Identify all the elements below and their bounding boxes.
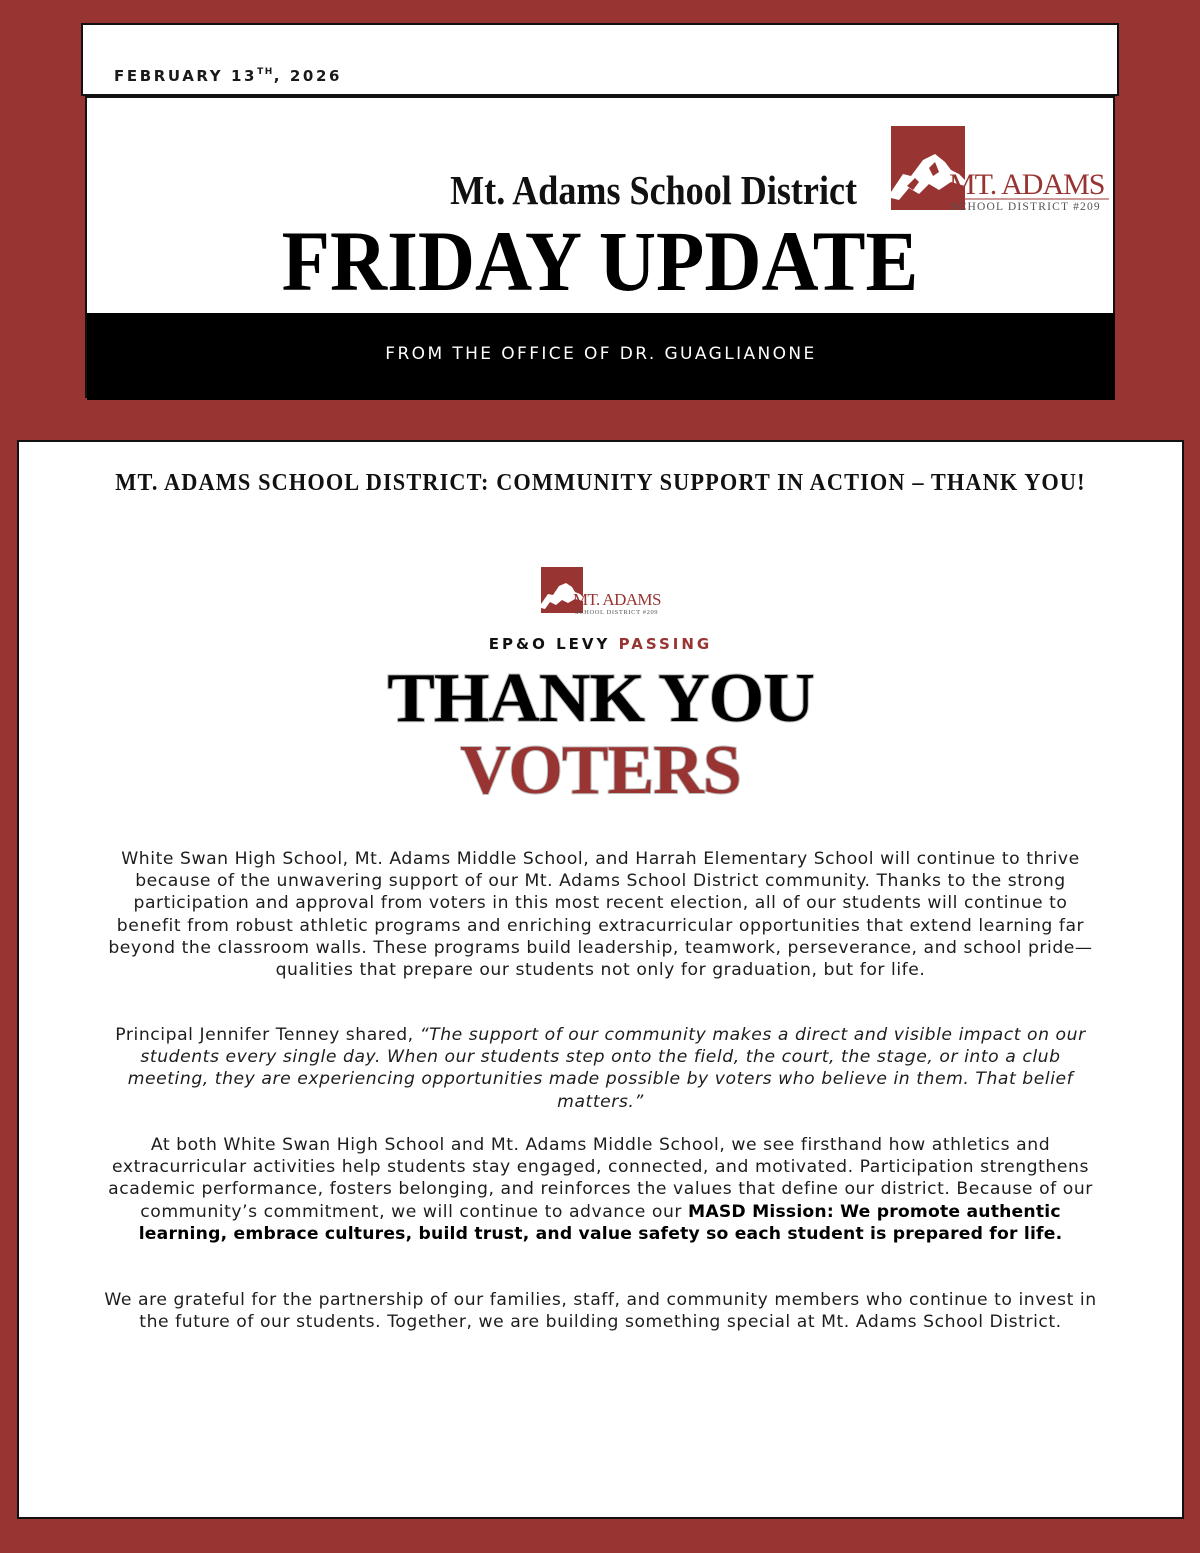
mission-intro: At both White Swan High School and Mt. Adams Middle School, we see firsthand how athletics and extracurricular activities help students stay engaged, connected, and motivated. Participation strengthens academic performance, fosters belonging, and reinforces the values that define our district. Because of our community’s commitment, we will continue to advance our [108,1135,1093,1222]
date-month: FEBRUARY 13 [114,67,258,85]
article-card [17,440,1184,1519]
paragraph-gratitude: We are grateful for the partnership of our families, staff, and community members who continue to invest in the future of our students. Together, we are building something special at Mt. Adams School District. [104,1290,1097,1333]
date-banner [81,23,1119,96]
graphic-logo [539,566,689,618]
principal-quote: “The support of our community makes a direct and visible impact on our students every single day. When our students step onto the field, the court, the stage, or into a club meeting, they are experiencing opportunities made possible by voters who believe in them. That belief matters.” [127,1025,1086,1112]
paragraph-principal-quote [99,1024,1102,1113]
logo-name: MT. ADAMS [949,168,1105,201]
from-office-subtitle: FROM THE OFFICE OF DR. GUAGLIANONE [385,344,817,364]
paragraph-mission [99,1134,1102,1245]
levy-accent: PASSING [618,635,713,653]
paragraph-schools: White Swan High School, Mt. Adams Middle School, and Harrah Elementary School will continue to thrive because of the unwavering support of our Mt. Adams School District community. Thanks to the strong participation and approval from voters in this most recent election, all of our students will continue to benefit from robust athletic programs and enriching extracurricular opportunities that extend learning far beyond the classroom walls. These programs build leadership, teamwork, perseverance, and school pride—qualities that prepare our students not only for graduation, but for life. [108,849,1093,981]
date-suffix: TH [257,67,274,77]
newsletter-date [114,67,342,85]
levy-prefix: EP&O LEVY [488,635,619,653]
graphic-logo-subname: SCHOOL DISTRICT #209 [575,609,659,616]
logo-subname: SCHOOL DISTRICT #209 [951,201,1101,213]
newsletter-header [85,96,1115,398]
levy-passing-label [19,635,1182,653]
district-logo [889,124,1113,216]
masd-mission-statement: MASD Mission: We promote authentic learning, embrace cultures, build trust, and value safety so each student is prepared for life. [138,1201,1063,1244]
subtitle-band [87,313,1115,400]
date-year: , 2026 [273,67,343,85]
newsletter-title: FRIDAY UPDATE [281,213,919,309]
voters-heading: VOTERS [460,732,741,809]
article-heading: MT. ADAMS SCHOOL DISTRICT: COMMUNITY SUPPORT IN ACTION – THANK YOU! [115,470,1086,496]
thank-you-heading: THANK YOU [387,660,814,737]
quote-attribution: Principal Jennifer Tenney shared, [115,1025,420,1045]
district-name: Mt. Adams School District [450,167,857,213]
graphic-logo-name: MT. ADAMS [573,590,661,609]
